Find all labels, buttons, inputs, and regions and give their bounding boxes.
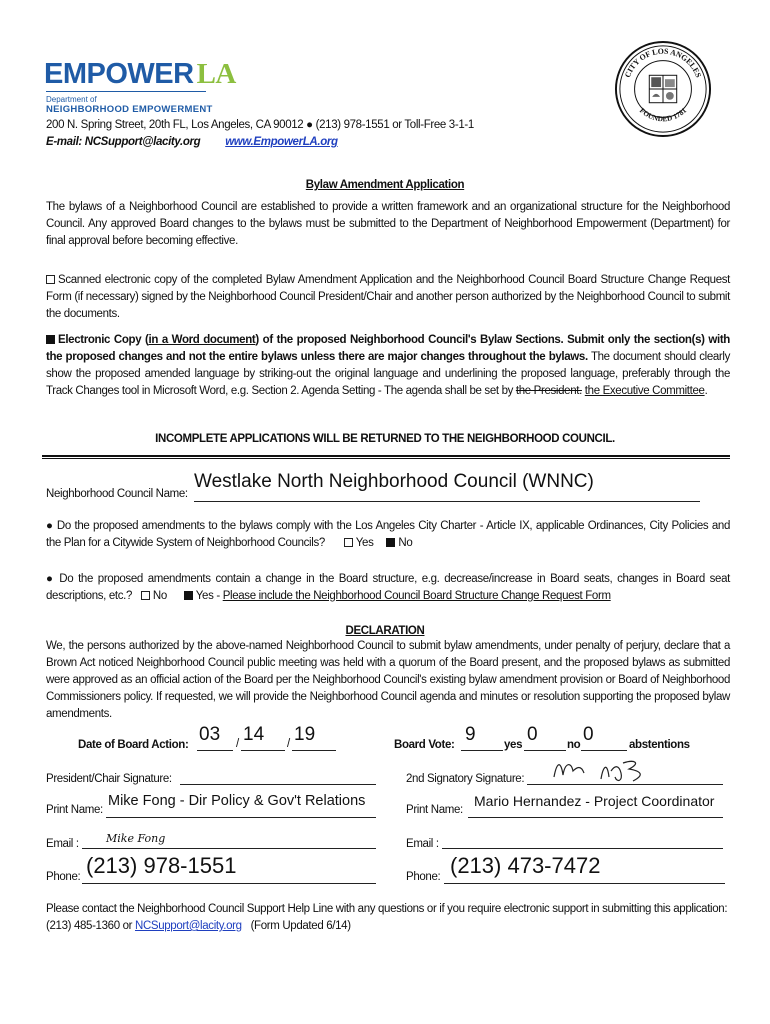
left-email-label: Email : (46, 838, 79, 850)
empowerla-logo (44, 58, 236, 91)
date-sep-1: / (236, 738, 239, 750)
board-action-day-field[interactable] (241, 724, 285, 751)
second-signature-icon (549, 755, 659, 785)
nc-name-value: Westlake North Neighborhood Council (WNNC) (194, 471, 594, 492)
item2-word-doc: in a Word document (148, 334, 256, 346)
question-board-structure (46, 571, 730, 605)
declaration-title: DECLARATION (345, 625, 425, 637)
nc-name-label: Neighborhood Council Name: (46, 488, 188, 500)
left-email-value: Mike Fong (106, 832, 166, 845)
checkbox-electronic[interactable] (46, 335, 55, 344)
board-action-day: 14 (243, 724, 265, 745)
checklist-item-scanned (46, 272, 730, 323)
logo-ne-text: NEIGHBORHOOD EMPOWERMENT (46, 104, 213, 115)
checklist-item-electronic (46, 332, 730, 400)
q2-no-checkbox[interactable] (141, 591, 150, 600)
vote-yes-field[interactable] (461, 724, 503, 751)
address-line: 200 N. Spring Street, 20th FL, Los Angeles, CA 90012 ● (213) 978-1551 or Toll-Free 3-1-1 (46, 119, 474, 131)
item2-instruction: Submit only the section(s) with the proposed changes and not the entire bylaws unless there are major changes throughout the bylaws. (46, 334, 730, 363)
question-charter-compliance (46, 518, 730, 552)
vote-abst-field[interactable] (581, 724, 627, 751)
board-action-month: 03 (199, 724, 221, 745)
footer-email-link[interactable]: NCSupport@lacity.org (134, 920, 242, 932)
email-label: E-mail: NCSupport@lacity.org (46, 136, 201, 148)
vote-no-count: 0 (527, 724, 538, 745)
logo-la-text: LA (196, 58, 236, 90)
right-print-name-value: Mario Hernandez - Project Coordinator (474, 793, 715, 809)
vote-no-field[interactable] (524, 724, 566, 751)
left-phone-value: (213) 978-1551 (86, 853, 237, 878)
checklist-item-scanned-text: Scanned electronic copy of the completed Bylaw Amendment Application and the Neighborhood Council Board Structure Change Request Form (if necessary) signed by the Neighborhood Council President/Chair and another person authorized by the Neighborhood Council to submit the documents. (46, 274, 730, 320)
incomplete-notice: INCOMPLETE APPLICATIONS WILL BE RETURNED TO THE NEIGHBORHOOD COUNCIL. (155, 433, 615, 445)
date-sep-2: / (287, 738, 290, 750)
logo-empower-text: EMPOWER (44, 58, 194, 90)
left-print-name-field[interactable] (106, 793, 376, 818)
second-signature-label (406, 771, 524, 788)
item2-detail: The document should clearly show the proposed amended language by striking-out the original language and underlining the proposed language, preferably through the Track Changes tool in Microsoft Word, e.g. Section 2. Agenda Setting - The agenda shall be set by (46, 351, 730, 397)
board-action-month-field[interactable] (197, 724, 233, 751)
right-phone-value: (213) 473-7472 (450, 853, 601, 878)
item2-end: . (704, 385, 708, 397)
right-phone-field[interactable] (444, 853, 725, 884)
intro-paragraph: The bylaws of a Neighborhood Council are established to provide a written framework and an organizational structure for the Neighborhood Council. Any approved Board changes to the bylaws must be submitted to the Department of Neighborhood Empowerment (Department) for final approval before becoming effective. (46, 201, 730, 247)
left-print-name-label: Print Name: (46, 804, 103, 816)
q1-text: ● Do the proposed amendments to the bylaws comply with the Los Angeles City Charter - Article IX, applicable Ordinances, City Policies and the Plan for a Citywide System of Neighborhood Councils? (46, 520, 730, 549)
item2-lead: Electronic Copy ( (58, 334, 149, 346)
vote-abst-count: 0 (583, 724, 594, 745)
right-print-name-field[interactable] (468, 793, 723, 818)
left-email-field[interactable] (82, 832, 376, 849)
logo-dept-text: Department of (46, 95, 97, 104)
footer-text: Please contact the Neighborhood Council Support Help Line with any questions or if you require electronic support in submitting this application: (213) 485-1360 or (46, 903, 728, 932)
q1-no-label: No (398, 537, 413, 549)
checkbox-scanned[interactable] (46, 275, 55, 284)
q2-yes-note: Please include the Neighborhood Council Board Structure Change Request Form (222, 590, 611, 602)
page-title: Bylaw Amendment Application (305, 179, 465, 191)
right-email-label: Email : (406, 838, 439, 850)
q2-no-label: No (152, 590, 167, 602)
left-phone-field[interactable] (82, 853, 376, 884)
item2-struck-text: the President. (515, 385, 582, 397)
board-action-year: 19 (294, 724, 316, 745)
board-vote-label: Board Vote: (394, 739, 455, 751)
left-print-name-value: Mike Fong - Dir Policy & Gov't Relations (108, 793, 366, 809)
section-divider (42, 455, 730, 459)
second-signature-field[interactable] (527, 768, 723, 785)
q2-text: ● Do the proposed amendments contain a change in the Board structure, e.g. decrease/increase in Board seats, changes in Board seat descriptions, etc.? (46, 573, 730, 602)
footer-form-updated: (Form Updated 6/14) (250, 920, 351, 932)
right-phone-label: Phone: (406, 871, 441, 883)
seal-bottom-text: FOUNDED 1781 (637, 105, 689, 124)
nc-name-field[interactable] (194, 471, 700, 502)
q1-no-checkbox[interactable] (386, 538, 395, 547)
item2-underlined-text: the Executive Committee (584, 385, 705, 397)
item2-lead-close: ) of the proposed Neighborhood Council's Bylaw Sections. (255, 334, 564, 346)
q1-yes-label: Yes (355, 537, 374, 549)
logo-rule (46, 91, 206, 92)
president-signature-field[interactable] (180, 768, 376, 785)
president-signature-label: President/Chair Signature: (46, 773, 172, 785)
seal-top-text: CITY OF LOS ANGELES (622, 46, 704, 79)
vote-yes-count: 9 (465, 724, 476, 745)
contact-line (46, 134, 338, 151)
q2-yes-checkbox[interactable] (184, 591, 193, 600)
right-print-name-label: Print Name: (406, 804, 463, 816)
vote-abst-label: abstentions (629, 739, 690, 751)
q1-yes-checkbox[interactable] (344, 538, 353, 547)
vote-no-label: no (567, 739, 581, 751)
vote-yes-label: yes (504, 739, 523, 751)
board-action-year-field[interactable] (292, 724, 336, 751)
footer-note (46, 901, 730, 935)
declaration-text: We, the persons authorized by the above-named Neighborhood Council to submit bylaw amendments, under penalty of perjury, declare that a Brown Act noticed Neighborhood Council public meeting was held with a quorum of the Board present, and the proposed bylaws as submitted were approved as an official action of the Board per the Neighborhood Council's existing bylaw amendment provision or Board of Neighborhood Commissioners policy. If requested, we will provide the Neighborhood Council agenda and minutes or resolution supporting the proposed bylaw amendments. (46, 640, 730, 720)
q2-yes-label: Yes - (195, 590, 220, 602)
left-phone-label: Phone: (46, 871, 81, 883)
city-seal-icon (614, 40, 712, 138)
right-email-field[interactable] (442, 832, 723, 849)
website-link[interactable]: www.EmpowerLA.org (225, 136, 338, 148)
second-signature-label-text: 2nd Signatory Signature: (406, 773, 525, 785)
board-action-label: Date of Board Action: (78, 739, 189, 751)
